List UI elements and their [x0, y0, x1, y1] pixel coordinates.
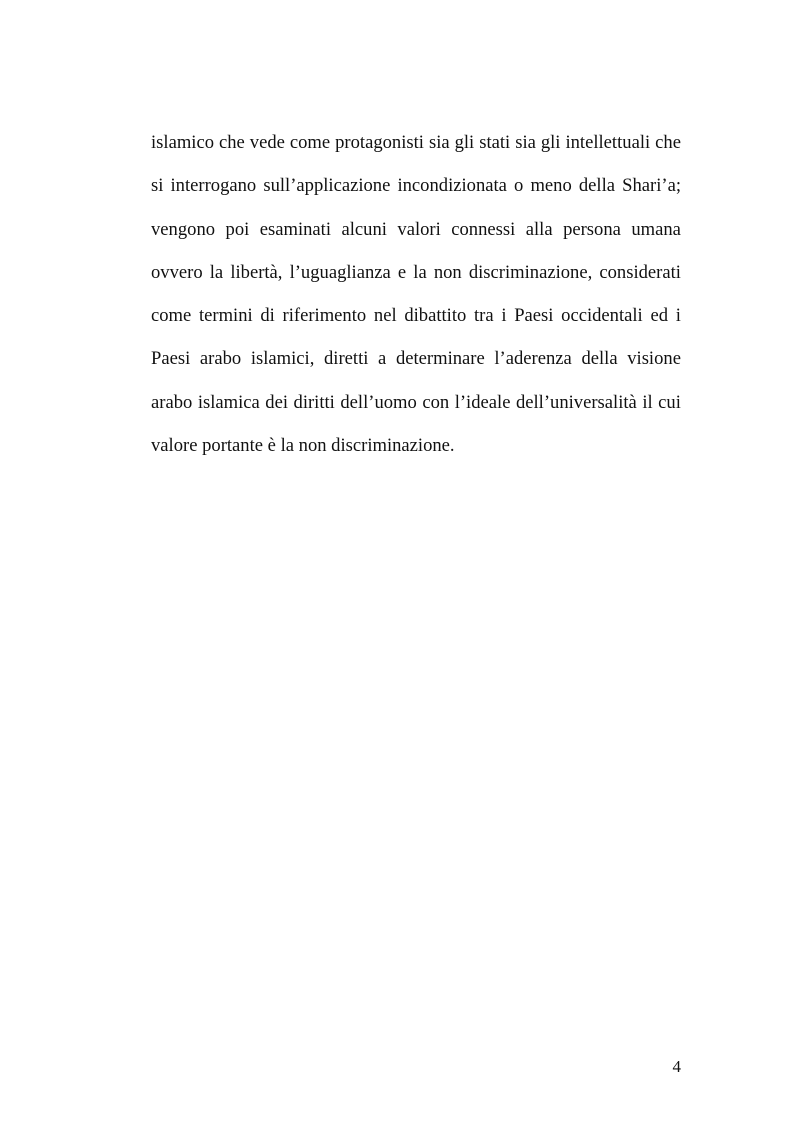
text-line: valore portante è la non discriminazione. — [151, 435, 455, 457]
page-number: 4 — [672, 1057, 681, 1076]
text-line: islamico che vede come protagonisti sia gli stati sia gli intellettuali che — [151, 132, 681, 153]
text-line: come termini di riferimento nel dibattito tra i Paesi occidentali ed i — [151, 305, 681, 327]
text-line: vengono poi esaminati alcuni valori connessi alla persona umana — [151, 218, 681, 240]
body-paragraph — [151, 128, 681, 474]
text-line: ovvero la libertà, l’uguaglianza e la non discriminazione, considerati — [151, 261, 681, 283]
text-line: Paesi arabo islamici, diretti a determinare l’aderenza della visione — [151, 348, 681, 370]
text-line: arabo islamica dei diritti dell’uomo con l’ideale dell’universalità il cui — [151, 391, 681, 413]
text-line: si interrogano sull’applicazione incondizionata o meno della Shari’a; — [151, 175, 681, 197]
